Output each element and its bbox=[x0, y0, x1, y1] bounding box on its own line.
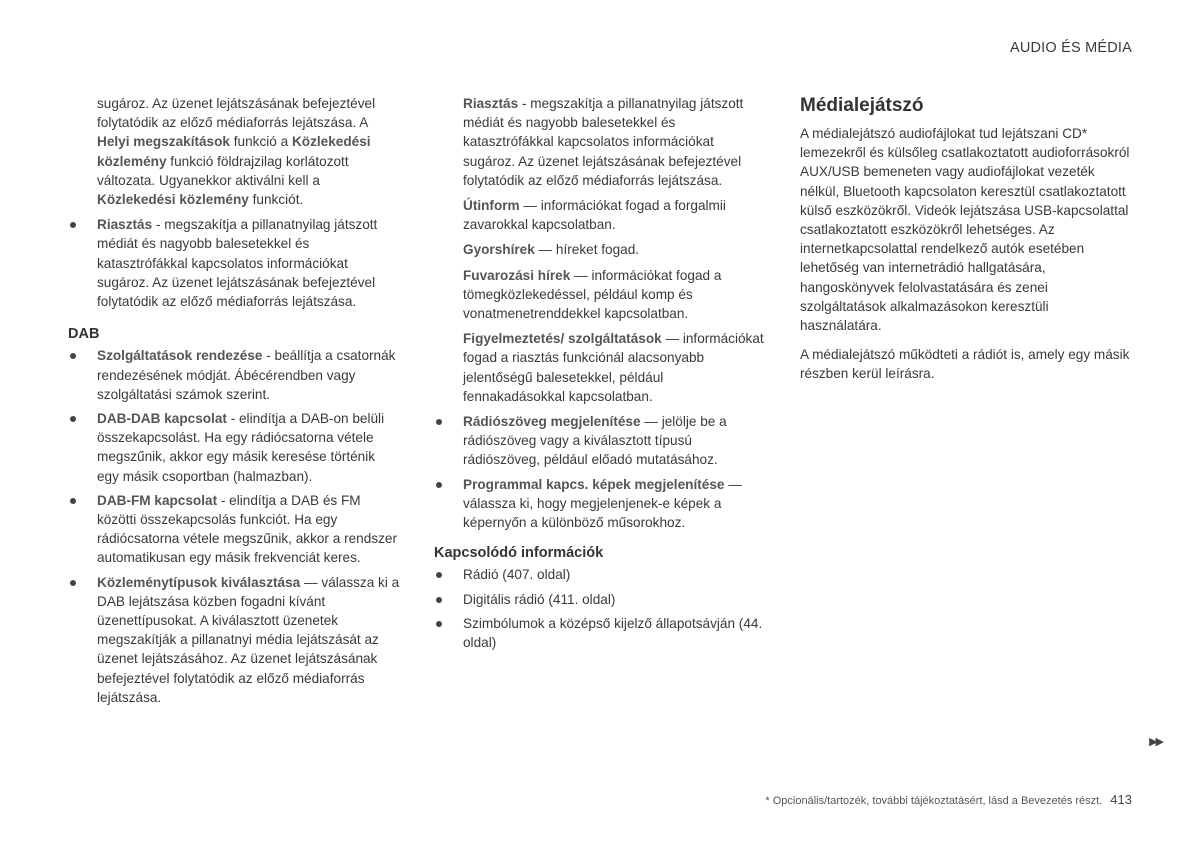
next-page-icon: ▶▶ bbox=[1149, 736, 1162, 748]
list-item bbox=[68, 491, 400, 568]
item-label: Riasztás bbox=[97, 217, 153, 233]
item-label: Programmal kapcs. képek megjelenítése bbox=[463, 476, 725, 492]
item-text: — információkat fogad a forgalmii zavarokkal kapcsolatban. bbox=[463, 198, 726, 233]
inline-text: funkciót. bbox=[248, 192, 304, 208]
section-header: AUDIO ÉS MÉDIA bbox=[1009, 40, 1132, 56]
related-link[interactable] bbox=[434, 565, 766, 584]
item-label: Gyorshírek bbox=[463, 242, 535, 258]
list-item bbox=[434, 266, 766, 324]
bullet-icon bbox=[70, 498, 76, 504]
list-item bbox=[68, 346, 400, 404]
item-text: — információkat fogad a tömegközlekedéssel, például komp és vonatmenetrenddekkel kapcsolatban. bbox=[463, 267, 722, 322]
list-item bbox=[68, 409, 400, 486]
inline-term: Helyi megszakítások bbox=[97, 134, 230, 150]
media-player-title: Médialejátszó bbox=[800, 95, 924, 116]
intro-paragraph bbox=[68, 94, 400, 209]
item-text: — híreket fogad. bbox=[534, 242, 640, 258]
announcement-types-list bbox=[434, 94, 766, 406]
bullet-icon bbox=[70, 222, 76, 228]
item-text: — információkat fogad a riasztás funkciónál alacsonyabb jelentőségű balesetekkel, például fennakadásokkal kapcsolatban. bbox=[463, 331, 764, 404]
dab-heading: DAB bbox=[68, 326, 100, 343]
related-info-list bbox=[434, 565, 766, 652]
bullet-icon bbox=[70, 416, 76, 422]
item-label: Figyelmeztetés/ szolgáltatások bbox=[463, 331, 662, 347]
bullet-icon bbox=[70, 353, 76, 359]
bullet-icon bbox=[436, 572, 442, 578]
item-label: Rádiószöveg megjelenítése bbox=[463, 414, 641, 430]
inline-text: funkció a bbox=[229, 134, 292, 150]
inline-text: funkció földrajzilag korlátozott változata. Ugyanekkor aktiválni kell a bbox=[97, 153, 349, 188]
related-link-text: Szimbólumok a középső kijelző állapotsávján (44. oldal) bbox=[463, 615, 763, 651]
item-label: Szolgáltatások rendezése bbox=[97, 348, 263, 364]
footer bbox=[765, 792, 1132, 807]
item-label: Közleménytípusok kiválasztása bbox=[97, 574, 301, 590]
bullet-icon bbox=[436, 482, 442, 488]
item-text: — válassza ki, hogy megjelenjenek-e képek a képernyőn a különböző műsorokhoz. bbox=[463, 476, 742, 531]
footer-note: * Opcionális/tartozék, további tájékoztatásért, lásd a Bevezetés részt. bbox=[765, 795, 1103, 807]
dab-list bbox=[68, 346, 400, 707]
list-item bbox=[434, 240, 766, 259]
item-text: - elindítja a DAB és FM közötti összekapcsolás funkciót. Ha egy rádiócsatorna vétele megszűnik, akkor a rendszer automatikusan egy másik frekvenciát keres. bbox=[97, 492, 397, 566]
list-item bbox=[434, 94, 766, 190]
item-label: Fuvarozási hírek bbox=[463, 267, 571, 283]
inline-text: sugároz. Az üzenet lejátszásának befejeztével folytatódik az előző médiaforrás lejátszása. A bbox=[97, 96, 376, 131]
list-item bbox=[68, 573, 400, 707]
column-3 bbox=[800, 94, 1132, 394]
item-text: — válassza ki a DAB lejátszása közben fogadni kívánt üzenettípusokat. A kiválasztott üzenetek megszakítják a pillanatnyi média lejátszását az üzenet lejátszásához. Az üzenet lejátszásának befejeztével folytatódik az előző médiaforrás lejátszása. bbox=[97, 574, 400, 705]
item-text: - elindítja a DAB-on belüli összekapcsolást. Ha egy rádiócsatorna vétele megszűnik, akkor egy másik keresése történik egy másik csoportban (halmazban). bbox=[97, 411, 385, 484]
list-item bbox=[434, 412, 766, 470]
item-text: - megszakítja a pillanatnyilag játszott médiát és nagyobb balesetekkel és katasztrófákkal kapcsolatos információkat sugároz. Az üzenet lejátszásának befejeztével folytatódik az előző médiaforrás lejátszása. bbox=[97, 217, 378, 310]
related-info-heading: Kapcsolódó információk bbox=[434, 545, 604, 562]
item-label: Riasztás bbox=[463, 96, 519, 111]
inline-term: Közlekedési közlemény bbox=[97, 192, 249, 208]
media-player-paragraph-1: A médialejátszó audiofájlokat tud lejátszani CD* lemezekről és külsőleg csatlakoztatott audioforrásokról AUX/USB bemeneten vagy audiofájlokat vezeték nélkül, Bluetooth kapcsolaton keresztül csatlakoztatott külső eszközökről. Videók lejátszása USB-kapcsolattal csatlakoztatott eszközökről lehetséges. Az internetkapcsolattal rendelkező autók esetében lehetőség van internetrádió hallgatására, hangoskönyvek felolvastatására és zenei szolgáltatások alkalmazásokon keresztüli használatára. bbox=[800, 126, 1130, 334]
list-item bbox=[434, 196, 766, 234]
page-number: 413 bbox=[1110, 792, 1132, 807]
bullet-icon bbox=[70, 580, 76, 586]
item-text: - beállítja a csatornák rendezésének módját. Ábécérendben vagy szolgáltatási számok szerint. bbox=[97, 348, 396, 402]
list-item bbox=[434, 475, 766, 533]
display-options-list bbox=[434, 412, 766, 532]
item-text: - megszakítja a pillanatnyilag játszott médiát és nagyobb balesetekkel és katasztrófákkal kapcsolatos információkat sugároz. Az üzenet lejátszásának befejeztével folytatódik az előző médiaforrás lejátszása. bbox=[463, 96, 744, 188]
item-label: DAB-DAB kapcsolat bbox=[97, 411, 227, 427]
related-link[interactable] bbox=[434, 590, 766, 609]
item-text: — jelölje be a rádiószöveg vagy a kiválasztott típusú rádiószöveg, például előadó mutatásához. bbox=[463, 414, 727, 468]
item-label: Útinform bbox=[463, 198, 520, 214]
inline-term: Közlekedési közlemény bbox=[97, 134, 371, 169]
list-item bbox=[68, 215, 400, 311]
related-link-text: Rádió (407. oldal) bbox=[463, 567, 571, 583]
bullet-icon bbox=[436, 597, 442, 603]
related-link-text: Digitális rádió (411. oldal) bbox=[463, 591, 616, 607]
related-link[interactable] bbox=[434, 614, 766, 652]
media-player-paragraph-2: A médialejátszó működteti a rádiót is, amely egy másik részben kerül leírásra. bbox=[800, 347, 1130, 382]
column-1 bbox=[68, 94, 400, 712]
item-label: DAB-FM kapcsolat bbox=[97, 492, 218, 508]
list-item bbox=[434, 329, 766, 406]
bullet-icon bbox=[436, 621, 442, 627]
bullet-icon bbox=[436, 419, 442, 425]
column-2 bbox=[434, 94, 766, 657]
